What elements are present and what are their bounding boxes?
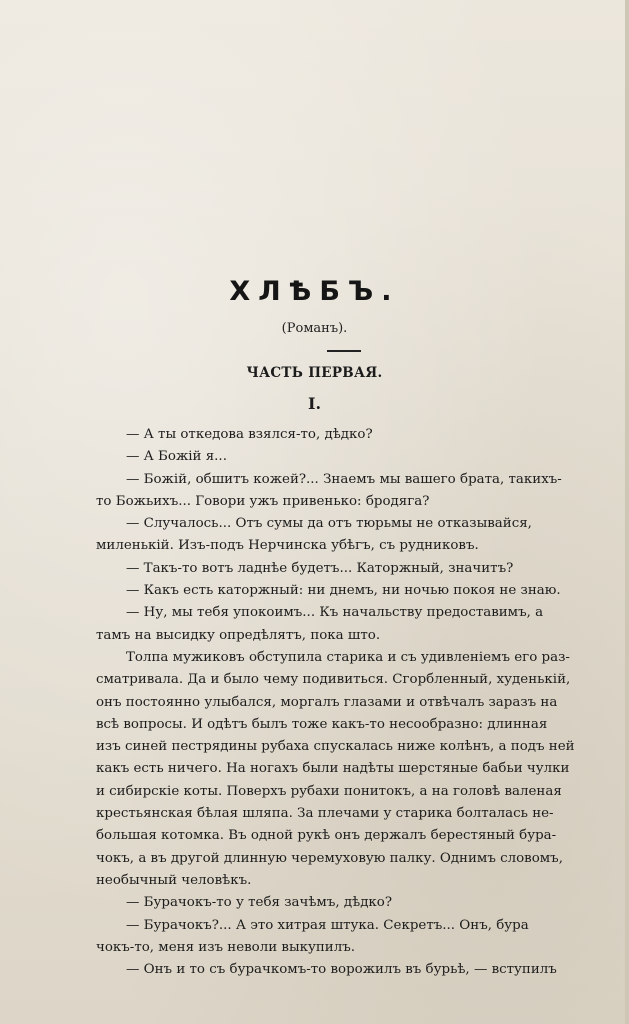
text-line: миленькій. Изъ-подъ Нерчинска убѣгъ, съ рудниковъ. <box>96 538 479 554</box>
text-line: — А Божій я... <box>126 449 227 465</box>
text-line: — Какъ есть каторжный: ни днемъ, ни ночью покоя не знаю. <box>126 583 561 599</box>
text-line: онъ постоянно улыбался, моргалъ глазами и отвѣчалъ заразъ на <box>96 694 558 710</box>
text-line: — Такъ-то вотъ ладнѣе будетъ... Каторжный, значитъ? <box>126 560 514 576</box>
text-line: чокъ-то, меня изъ неволи выкупилъ. <box>96 939 355 955</box>
genre-subtitle: (Романъ). <box>281 321 348 336</box>
text-line: крестьянская бѣлая шляпа. За плечами у старика болталась не- <box>96 806 554 822</box>
text-line: и сибирскіе коты. Поверхъ рубахи понитокъ, а на головѣ валеная <box>96 783 562 799</box>
text-line: — Ну, мы тебя упокоимъ... Къ начальству предоставимъ, а <box>126 605 544 621</box>
text-line: — Бурачокъ?... А это хитрая штука. Секретъ... Онъ, бура <box>126 917 529 933</box>
chapter-title: ХЛѢБЪ. <box>229 276 400 307</box>
text-line: тамъ на высидку опредѣлятъ, пока што. <box>96 627 381 643</box>
text-line: — Бурачокъ-то у тебя зачѣмъ, дѣдко? <box>126 895 393 911</box>
text-line: то Божьихъ... Говори ужъ привенько: бродяга? <box>96 493 430 509</box>
chapter-number: I. <box>307 394 322 413</box>
text-line: — А ты откедова взялся-то, дѣдко? <box>126 427 373 442</box>
body-text <box>96 424 580 981</box>
text-line: Толпа мужиковъ обступила старика и съ удивленіемъ его раз- <box>126 649 570 665</box>
text-line: большая котомка. Въ одной рукѣ онъ держалъ берестяный бура- <box>96 828 557 844</box>
text-line: изъ синей пестрядины рубаха спускалась ниже колѣнъ, а подъ ней <box>96 739 575 755</box>
text-line: — Божій, обшитъ кожей?... Знаемъ мы вашего брата, такихъ- <box>126 471 562 487</box>
part-heading: ЧАСТЬ ПЕРВАЯ. <box>246 365 383 381</box>
text-line: сматривала. Да и было чему подивиться. Сгорбленный, худенькій, <box>96 672 571 688</box>
text-line: необычный человѣкъ. <box>96 872 252 888</box>
title-divider <box>327 350 361 352</box>
text-line: какъ есть ничего. На ногахъ были надѣты шерстяные бабьи чулки <box>96 761 570 777</box>
text-line: чокъ, а въ другой длинную черемуховую палку. Однимъ словомъ, <box>96 850 563 866</box>
text-line: — Онъ и то съ бурачкомъ-то ворожилъ въ бурьѣ, — вступилъ <box>126 962 557 978</box>
text-line: — Случалось... Отъ сумы да отъ тюрьмы не отказывайся, <box>126 516 532 532</box>
text-line: всѣ вопросы. И одѣтъ былъ тоже какъ-то несообразно: длинная <box>96 716 548 732</box>
